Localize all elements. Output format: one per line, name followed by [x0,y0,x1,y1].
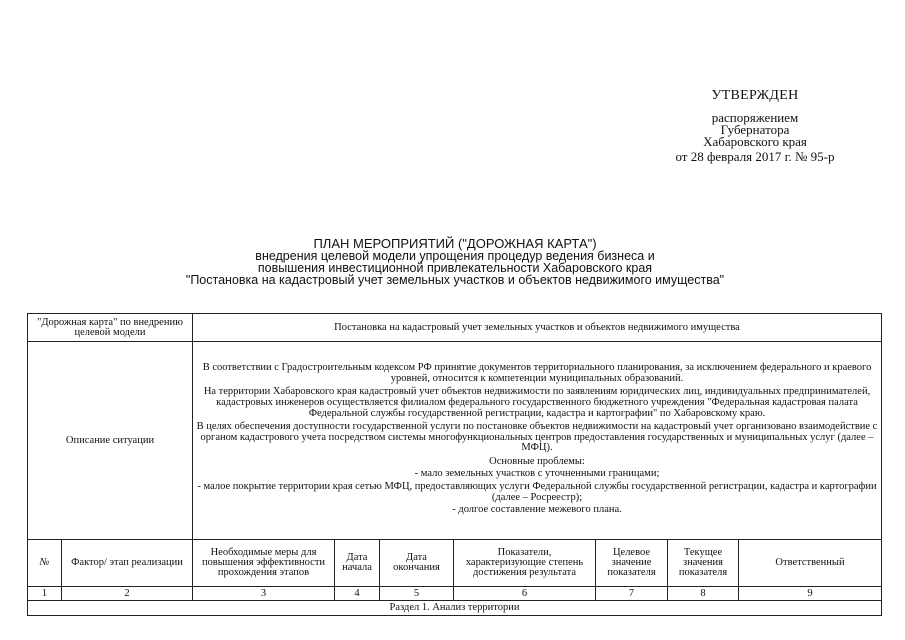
column-number: 8 [668,587,739,601]
column-header: Дата окончания [380,540,454,587]
situation-paragraph: Основные проблемы: [489,455,585,467]
situation-paragraph: - малое покрытие территории края сетью МФЦ, предоставляющих услуги Федеральной службы государственной регистрации, кадастра и картографии (далее – Росреестр); [197,481,877,503]
situation-paragraph: На территории Хабаровского края кадастровый учет объектов недвижимости по заявлениям юридических лиц, индивидуальных предпринимателей, кадастровых инженеров осуществляется филиалом федерального государственного бюджетного учреждения "Федеральная кадастровая палата Федеральной службы государственной регистрации, кадастра и картографии" по Хабаровскому краю. [203,386,871,419]
column-header: № [28,540,62,587]
situation-paragraph: - мало земельных участков с уточненными границами; [414,468,660,480]
column-number: 4 [335,587,380,601]
roadmap-label-cell: "Дорожная карта" по внедрению целевой модели [28,314,193,342]
approval-line: Хабаровского края [703,134,807,149]
plan-title: ПЛАН МЕРОПРИЯТИЙ ("ДОРОЖНАЯ КАРТА") [313,236,597,251]
column-number: 5 [380,587,454,601]
column-number: 1 [28,587,62,601]
approval-line: Губернатора [720,122,790,137]
column-number: 6 [454,587,596,601]
situation-paragraph: В соответствии с Градостроительным кодексом РФ принятие документов территориального планирования, за исключением федерального и краевого уровней, относится к компетенции муниципальных образований. [202,362,872,384]
column-header: Текущее значения показателя [668,540,739,587]
column-number: 2 [62,587,193,601]
plan-subtitle-line: повышения инвестиционной привлекательности Хабаровского края [257,261,653,275]
table-row [28,314,882,342]
approval-date: от 28 февраля 2017 г. № 95-р [675,149,835,164]
section-row [28,601,882,616]
column-header: Целевое значение показателя [596,540,668,587]
situation-label-cell: Описание ситуации [28,342,193,540]
column-number-row [28,587,882,601]
column-number: 3 [193,587,335,601]
plan-title-block [40,238,870,286]
table-row [28,342,882,540]
plan-subtitle-line: внедрения целевой модели упрощения процедур ведения бизнеса и [255,249,655,263]
column-header: Необходимые меры для повышения эффективности прохождения этапов [193,540,335,587]
approval-stamp [640,90,870,163]
column-number: 9 [739,587,882,601]
column-header: Показатели, характеризующие степень достижения результата [454,540,596,587]
plan-subtitle-line: "Постановка на кадастровый учет земельных участков и объектов недвижимого имущества" [185,273,725,287]
situation-paragraph: В целях обеспечения доступности государственной услуги по постановке объектов недвижимости на кадастровый учет организовано взаимодействие с органом кадастрового учета посредством системы многофункциональных центров предоставления государственных и муниципальных услуг (далее – МФЦ). [196,421,878,454]
column-header: Ответственный [739,540,882,587]
section-title: Раздел 1. Анализ территории [28,601,882,616]
roadmap-value-cell: Постановка на кадастровый учет земельных участков и объектов недвижимого имущества [193,314,882,342]
column-header: Фактор/ этап реализации [62,540,193,587]
approval-title: УТВЕРЖДЕН [711,88,799,103]
table-header-row [28,540,882,587]
column-number: 7 [596,587,668,601]
approval-line: распоряжением [711,110,799,125]
situation-description-cell [193,342,882,540]
situation-paragraph: - долгое составление межевого плана. [452,504,622,516]
roadmap-table [27,313,882,616]
column-header: Дата начала [335,540,380,587]
